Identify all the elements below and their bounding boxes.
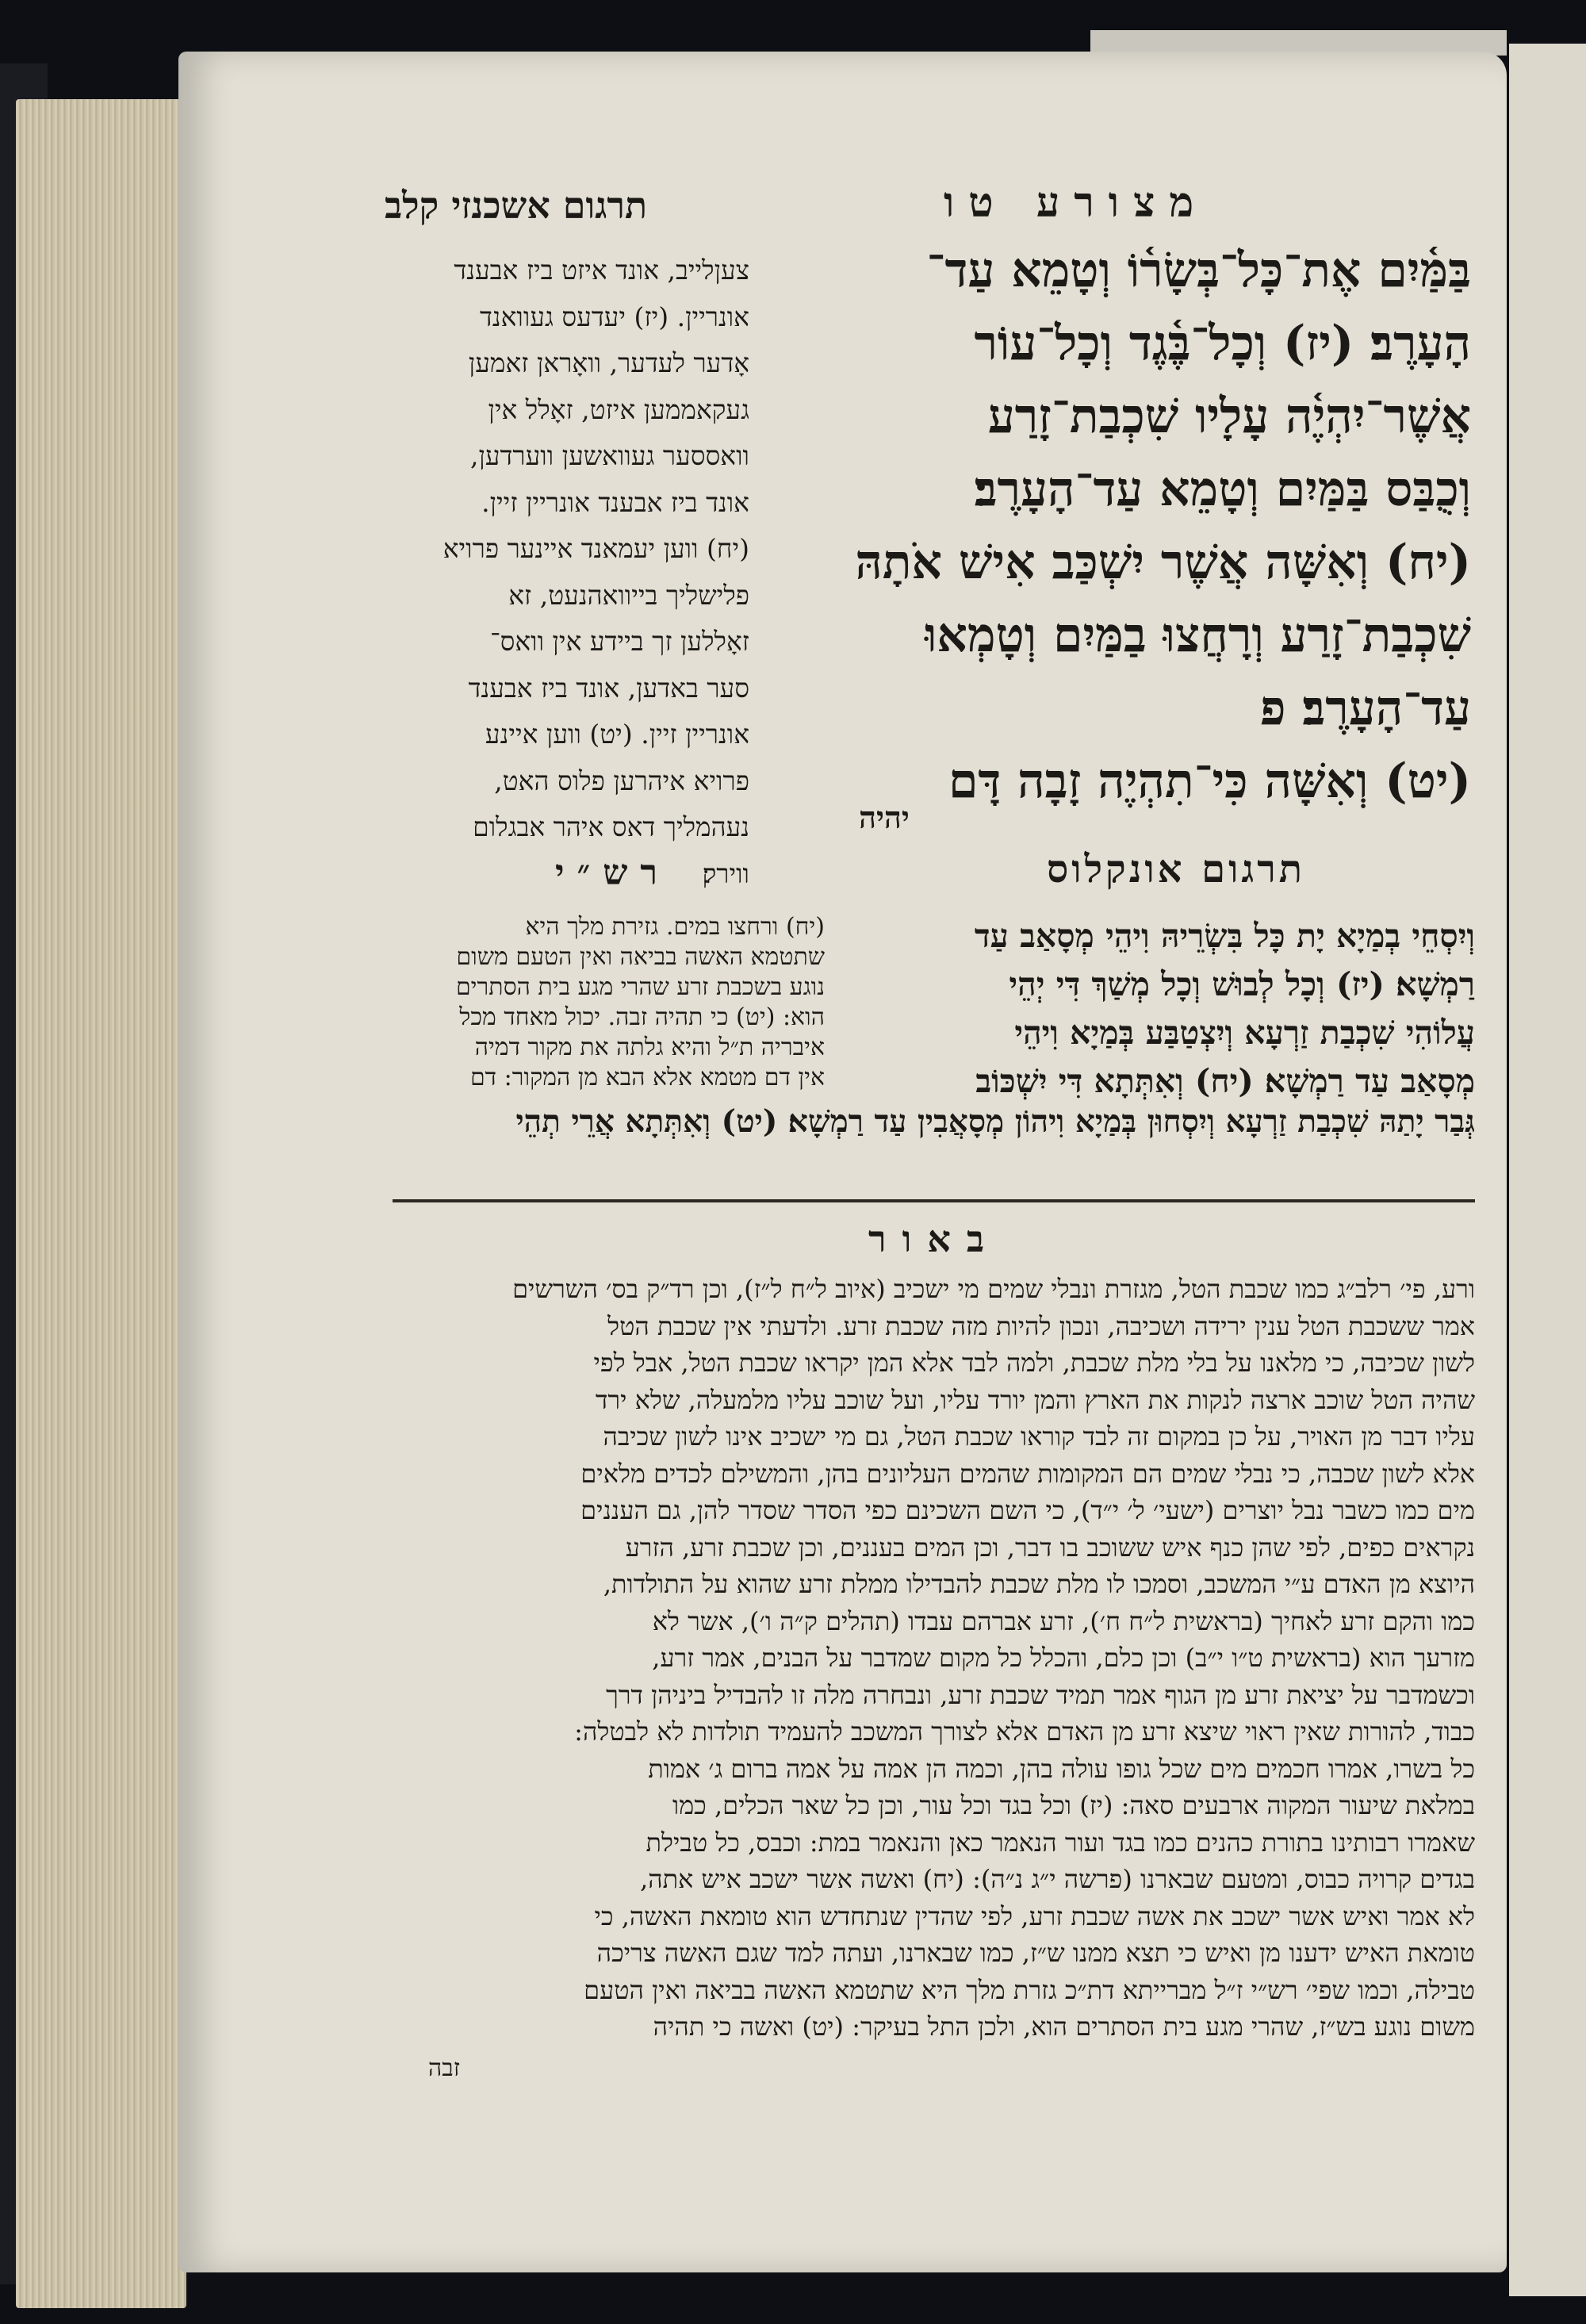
biur-commentary bbox=[393, 1271, 1475, 2046]
yiddish-line: צעןלייב, אונד איזט ביז אבענד bbox=[454, 255, 749, 286]
onkelos-title: תרגום אונקלוס bbox=[1047, 847, 1306, 892]
biur-line: משום נוגע בש״ז, שהרי מגע בית הסתרים הוא, ולכן התל בעיקר: (יט) ואשה כי תהיה bbox=[653, 2011, 1475, 2042]
rashi-line: שתטמא האשה בביאה ואין הטעם משום bbox=[456, 943, 825, 971]
yiddish-line: אונריין. (יז) יעדעס געוואנד bbox=[480, 301, 749, 332]
verse-line: הָעָרֶב׃ (יז) וְכָל־בֶּ֫גֶד וְכָל־עוֹר bbox=[974, 316, 1471, 371]
verse-line: בַּמַּ֫יִם אֶת־כָּל־בְּשָׂר֫וֹ וְטָמֵא עַד־ bbox=[926, 243, 1471, 298]
onkelos-line: רַמְשָׁא׃ (יז) וְכָל לְבוּשׁ וְכָל מְשַׁךְ דִּי יְהֵי bbox=[1009, 965, 1475, 1003]
biur-title: באור bbox=[868, 1218, 1001, 1260]
yiddish-line: ווירק׃ bbox=[702, 857, 749, 889]
yiddish-line: געקאממען איזט, זאָלל אין bbox=[488, 393, 749, 425]
verse-line: (יט) וְאִשָּׁה כִּי־תִהְיֶה זָבָה דָּם bbox=[948, 754, 1471, 809]
onkelos-continuation: גְּבַר יָתַהּ שִׁכְבַת זַרְעָא וְיִסְחוּן בְּמַיָא וִיהוֹן מְסָאֲבִין עַד רַמְשָׁא׃ (יט) וְאִתְּתָא אֲרֵי תְהֵי bbox=[515, 1103, 1475, 1140]
yiddish-line: וואססער געוואשען ווערדען, bbox=[469, 440, 749, 471]
catchword: זבה bbox=[428, 2054, 461, 2082]
rashi-commentary bbox=[393, 912, 825, 1093]
biur-line: בגדים קרויה כבוס, ומטעם שבארנו (פרשה י״ג נ״ה): (יח) ואשה אשר ישכב איש אתה, bbox=[640, 1864, 1475, 1894]
biur-line: טומאת האיש ידענו מן ואיש כי תצא ממנו ש״ז, כמו שבארנו, ועתה למד שגם האשה צריכה bbox=[596, 1938, 1475, 1968]
page-edges bbox=[16, 99, 186, 2308]
verse-line: וְכֻבַּס בַּמַּיִם וְטָמֵא עַד־הָעָרֶב׃ bbox=[974, 462, 1471, 517]
yiddish-line: (יח) ווען יעמאנד איינער פרויא bbox=[442, 533, 749, 564]
biur-line: כבוד, להורות שאין ראוי שיצא זרע מן האדם אלא לצורך המשכב להעמיד תולדות לא לבטלה: bbox=[574, 1716, 1475, 1747]
onkelos-line: עֲלוֹהִי שִׁכְבַת זַרְעָא וְיִצְטַבַּע בְּמַיָא וִיהֵי bbox=[1014, 1014, 1475, 1052]
yiddish-line: פרויא איהרען פלוס האט, bbox=[494, 765, 749, 796]
yiddish-line: נעהמליך דאס איהר אבגלום bbox=[473, 811, 749, 842]
biur-line: נקראים כפים, לפי שהן כנף איש ששוכב בו דבר, וכן המים בעננים, וכן שכבת זרע, הזרע bbox=[625, 1532, 1475, 1563]
yiddish-line: אָדער לעדער, וואָראן זאמען bbox=[468, 347, 749, 378]
rashi-line: איבריה ת״ל והיא גלתה את מקור דמיה bbox=[474, 1034, 825, 1061]
biur-line: לא אמר ואיש אשר ישכב את אשה שכבת זרע, לפי שהדין שנתחדש הוא טומאת האשה, כי bbox=[594, 1900, 1475, 1931]
rashi-line: (יח) ורחצו במים. גזירת מלך היא bbox=[525, 913, 825, 941]
biur-line: במלאת שיעור המקוה ארבעים סאה: (יז) וכל בגד וכל עור, וכן כל שאר הכלים, כמו bbox=[672, 1790, 1475, 1820]
biur-line: מזרעך הוא (בראשית ט״ו י״ב) וכן כלם, והכלל כל מקום שמדבר על הבנים, אמר זרע, bbox=[652, 1643, 1475, 1673]
rashi-line: נוגע בשכבת זרע שהרי מגע בית הסתרים bbox=[455, 973, 825, 1001]
verse-line: אֲשֶׁר־יִהְיֶ֫ה עָלָיו שִׁכְבַת־זָרַע bbox=[987, 389, 1471, 444]
main-title: מצורע טו bbox=[944, 178, 1209, 227]
biur-line: אמר ששכבת הטל ענין ירידה ושכיבה, ונכון להיות מזה שכבת זרע. ולדעתי אין שכבת הטל bbox=[607, 1310, 1475, 1341]
rashi-line: אין דם מטמא אלא הבא מן המקור: דם bbox=[469, 1064, 825, 1091]
verse-line: עַד־הָעָרֶב׃ פ bbox=[1259, 681, 1471, 736]
biur-line: שאמרו רבותינו בתורת כהנים כמו בגד ועור הנאמר כאן והנאמר במת: וכבס, כל טבילת bbox=[646, 1827, 1475, 1858]
verse-line: (יח) וְאִשָּׁה אֲשֶׁר יִשְׁכַּב אִישׁ אֹתָהּ bbox=[855, 535, 1471, 590]
yiddish-translation bbox=[385, 247, 749, 897]
biur-line: היוצא מן האדם ע״י המשכב, וסמכו לו מלת שכבת להבדילו ממלת זרע שהוא על התולדות, bbox=[603, 1569, 1475, 1599]
main-verse-text bbox=[817, 234, 1471, 818]
yiddish-line: סער באדען, אונד ביז אבענד bbox=[468, 672, 749, 704]
biur-line: ורע, פי׳ רלב״ג כמו שכבת הטל, מגזרת ונבלי שמים מי ישכיב (איוב ל״ח ל״ז), וכן רד״ק בס׳ השרשים bbox=[512, 1274, 1475, 1304]
biur-line: שהיה הטל שוכב ארצה לנקות את הארץ והמן יורד עליו, ועל שוכב עליו מלמעלה, שלא ירד bbox=[595, 1384, 1475, 1415]
yiddish-line: זאָללען זך ביידע אין וואס־ bbox=[489, 626, 749, 657]
onkelos-translation bbox=[856, 912, 1475, 1106]
rashi-title: רש״י bbox=[555, 853, 671, 893]
rashi-line: הוא: (יט) כי תהיה זבה. יכול מאחד מכל bbox=[459, 1003, 825, 1031]
onkelos-line: מְסָאַב עַד רַמְשָׁא׃ (יח) וְאִתְּתָא דִּי יִשְׁכּוֹב bbox=[975, 1062, 1475, 1100]
biur-line: לשון שכיבה, כי מלאנו על בלי מלת שכבת, ולמה לבד אלא המן יקראו שכבת הטל, אבל לפי bbox=[593, 1348, 1475, 1378]
biur-line: עליו דבר מן האויר, על כן במקום זה לבד קוראו שכבת הטל, גם מי ישכיב אינו לשון שכיבה bbox=[603, 1421, 1475, 1452]
biur-line: טבילה, וכמו שפי׳ רש״י ז״ל מברייתא דת״כ גזרת מלך היא שתטמא האשה בביאה ואין הטעם bbox=[584, 1974, 1475, 2005]
biur-line: כל בשרו, אמרו חכמים מים שכל גופו עולה בהן, וכמה הן אמה על אמה ברום ג׳ אמות bbox=[648, 1753, 1475, 1784]
yiddish-line: פלישליך בייוואהנעט, זא bbox=[508, 579, 749, 611]
onkelos-line: וְיִסְחֵי בְמַיָא יָת כָּל בִּשְׂרֵיהּ וִיהֵי מְסָאַב עַד bbox=[974, 917, 1475, 955]
biur-line: אלא לשון שכבה, כי נבלי שמים הם המקומות שהמים העליונים בהן, והמשילם לכדים מלאים bbox=[580, 1458, 1475, 1489]
next-page-edge bbox=[1507, 44, 1586, 2296]
verse-line: שִׁכְבַת־זָרַע וְרָחֲצוּ בַמַּיִם וְטָמְאוּ bbox=[925, 608, 1471, 663]
yiddish-line: אונריין זיין. (יט) ווען איינע bbox=[485, 719, 749, 750]
yiddish-title: תרגום אשכנזי קלב bbox=[385, 184, 648, 227]
section-divider bbox=[393, 1199, 1475, 1202]
yiddish-line: אונד ביז אבענד אונריין זיין. bbox=[481, 486, 749, 518]
biur-line: וכשמדבר על יציאת זרע מן הגוף אמר תמיד שכבת זרע, ונבחרה מלה זו להבדיל ביניהן דרך bbox=[606, 1679, 1475, 1710]
keyword-note: יהיה bbox=[859, 800, 910, 835]
biur-line: מים כמו כשבר נבל יוצרים (ישעי׳ ל׳ י״ד), כי השם השכינם כפי הסדר שסדר להן, גם העננים bbox=[580, 1495, 1475, 1525]
biur-line: כמו והקם זרע לאחיך (בראשית ל״ח ח׳), זרע אברהם עבדו (תהלים ק״ה ו׳), אשר לא bbox=[652, 1605, 1475, 1636]
